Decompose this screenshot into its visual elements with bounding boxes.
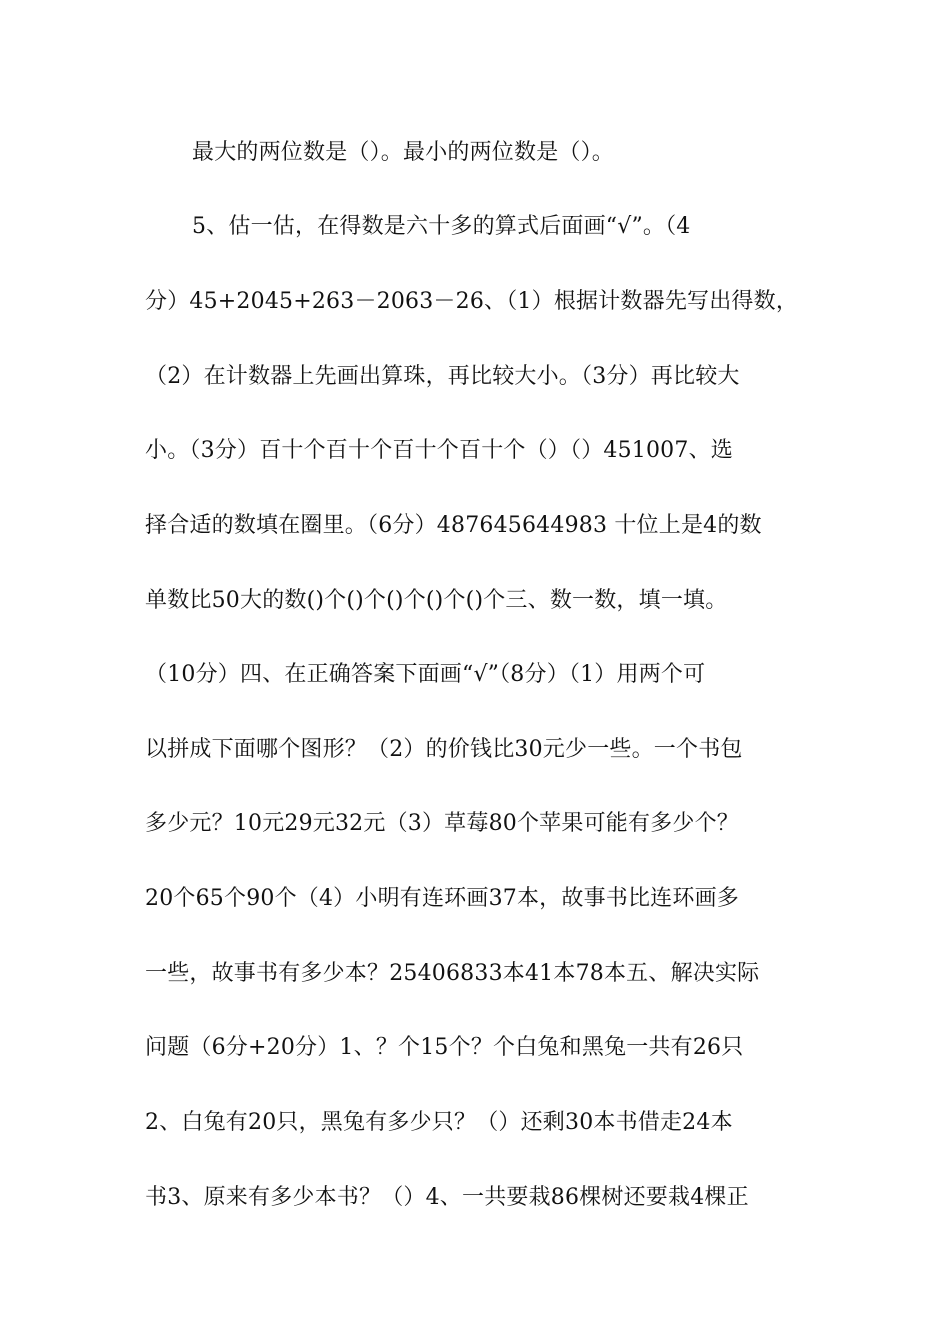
text-line-15: 书3、原来有多少本书？（）4、一共要栽86棵树还要栽4棵正 xyxy=(145,1185,749,1210)
text-line-13: 问题（6分+20分）1、？个15个？个白兔和黑兔一共有26只 xyxy=(145,1035,744,1060)
text-line-3: 分）45+2045+263－2063－26、（1）根据计数器先写出得数， xyxy=(145,289,799,314)
text-line-5: 小。（3分）百十个百十个百十个百十个（）（）451007、选 xyxy=(145,438,733,463)
text-line-6: 择合适的数填在圈里。（6分）487645644983 十位上是4的数 xyxy=(145,513,762,538)
text-line-14: 2、白兔有20只，黑兔有多少只？（）还剩30本书借走24本 xyxy=(145,1110,733,1135)
text-line-10: 多少元？10元29元32元（3）草莓80个苹果可能有多少个？ xyxy=(145,811,739,836)
text-line-9: 以拼成下面哪个图形？（2）的价钱比30元少一些。一个书包 xyxy=(145,737,743,762)
text-line-11: 20个65个90个（4）小明有连环画37本，故事书比连环画多 xyxy=(145,886,739,911)
text-line-2: 5、估一估，在得数是六十多的算式后面画“√”。（4 xyxy=(192,214,691,239)
text-line-12: 一些，故事书有多少本？25406833本41本78本五、解决实际 xyxy=(145,961,760,986)
text-line-7: 单数比50大的数()个()个()个()个()个三、数一数，填一填。 xyxy=(145,588,728,613)
text-line-8: （10分）四、在正确答案下面画“√”（8分）（1）用两个可 xyxy=(145,662,706,687)
text-line-4: （2）在计数器上先画出算珠，再比较大小。（3分）再比较大 xyxy=(145,364,740,389)
text-line-1: 最大的两位数是（）。最小的两位数是（）。 xyxy=(192,140,615,165)
